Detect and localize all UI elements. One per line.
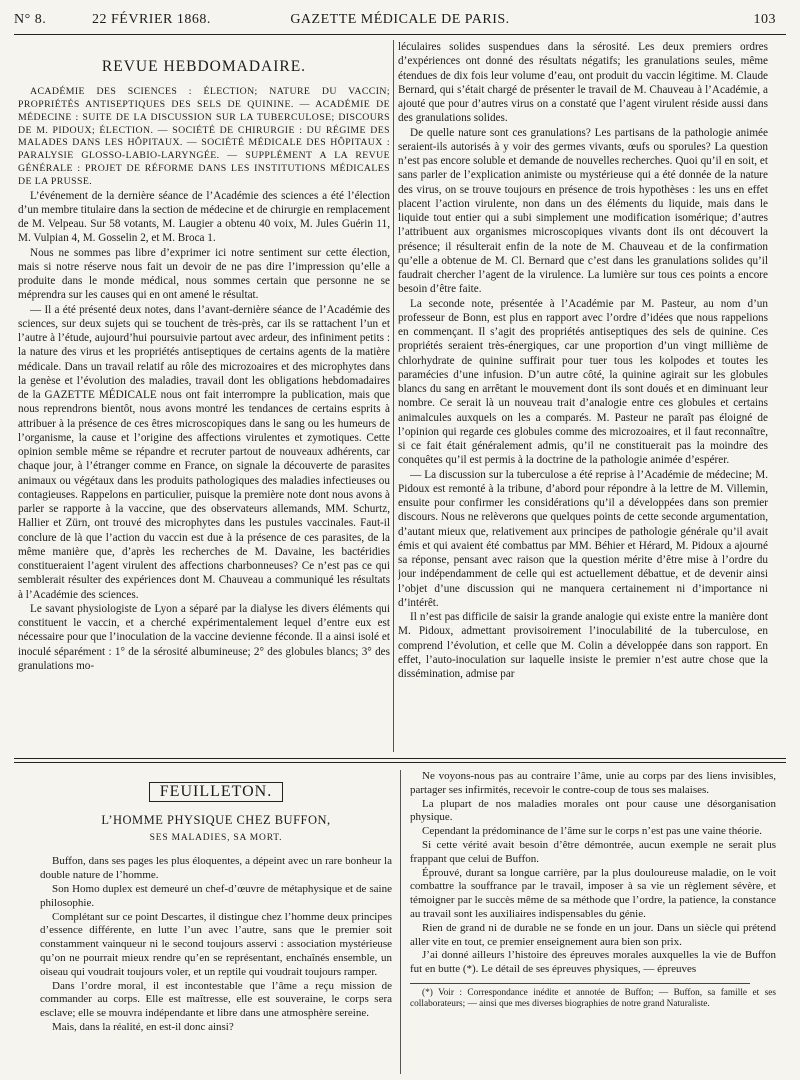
feuilleton-paragraph: Mais, dans la réalité, en est-il donc ainsi? — [52, 1020, 234, 1033]
revue-title: REVUE HEBDOMADAIRE. — [101, 58, 307, 75]
feuilleton-paragraph: Son Homo duplex est demeuré un chef-d’œuvre de métaphysique et de saine philosophie. — [40, 882, 392, 909]
page-number: 103 — [753, 12, 776, 27]
revue-left-column — [18, 58, 390, 752]
article-paragraph: De quelle nature sont ces granulations? Les partisans de la pathologie animée seraient-ils autorisés à y voir des germes vivants, œufs ou sporules? La question n’est pas encore soluble et demande de nouvelles recherches. Quoi qu’il en soit, et sans parler de l’explication animiste ou mystérieuse qui a été donnée de la nature des virus, on se trouve toujours en présence de trois hypothèses : les uns en effet placent l’action virulente, non dans un des éléments du liquide, mais dans le liquide tout entier qui a subi simplement une modification isomérique; d’autres l’attribuent aux organismes microscopiques vivants dont ils ont découvert la présence; il résulterait enfin de la note de M. Chauveau et de la confirmation qu’elle a obtenue de M. Cl. Bernard que c’est dans les granulations solides qu’il faudrait chercher l’agent de la virulence. La lumière sur tous ces points a encore besoin d’être faite. — [398, 126, 768, 296]
feuilleton-heading — [40, 782, 392, 802]
feuilleton-paragraph: Si cette vérité avait besoin d’être démontrée, aucun exemple ne serait plus frappant que celui de Buffon. — [410, 838, 776, 865]
feuilleton-paragraph: J’ai donné ailleurs l’histoire des épreuves morales auxquelles la vie de Buffon fut en butte (*). Le détail de ses épreuves physiques, — épreuves — [410, 949, 776, 976]
feuilleton-label: FEUILLETON. — [149, 782, 283, 802]
column-divider — [393, 40, 394, 752]
feuilleton-paragraph: Ne voyons-nous pas au contraire l’âme, unie au corps par des liens invisibles, partager ses infirmités, recevoir le contre-coup de tous ses malaises. — [410, 770, 776, 796]
article-paragraph: Le savant physiologiste de Lyon a séparé par la dialyse les divers éléments qui constituent le vaccin, et a cherché expérimentalement lequel d’entre eux est nécessaire pour que l’inoculation de la vaccine devienne féconde. Il a ainsi isolé et inoculé séparément : 1° de la sérosité albumineuse; 2° des globules blancs; 3° des granulations mo- — [18, 602, 390, 672]
feuilleton-paragraph: Buffon, dans ses pages les plus éloquentes, a dépeint avec un rare bonheur la double nature de l’homme. — [40, 855, 392, 882]
revue-summary: ACADÉMIE DES SCIENCES : ÉLECTION; NATURE DU VACCIN; PROPRIÉTÉS ANTISEPTIQUES DES SELS DE QUININE. — ACADÉMIE DE MÉDECINE : SUITE DE LA DISCUSSION SUR LA TUBERCULOSE; DISCOURS DE M. PIDOUX; ÉLECTION. — SOCIÉTÉ DE CHIRURGIE : DU RÉGIME DES MALADES DANS LES HÔPITAUX. — SOCIÉTÉ MÉDICALE DES HÔPITAUX : PARALYSIE GLOSSO-LABIO-LARYNGÉE. — SUPPLÉMENT A LA REVUE GÉNÉRALE : PROJET DE RÉFORME DANS LES INSTITUTIONS MÉDICALES DE LA PRUSSE. — [18, 86, 390, 187]
footnote: (*) Voir : Correspondance inédite et annotée de Buffon; — Buffon, sa famille et ses collaborateurs; — ainsi que mes diverses biographies de notre grand Naturaliste. — [410, 987, 776, 1010]
feuilleton-paragraph: Éprouvé, durant sa longue carrière, par la plus douloureuse maladie, on le voit combattre la souffrance par le travail, imposer à sa vie un règlement sévère, et témoigner par le succès même de sa méthode que l’ordre, la patience, la constance au travail sont les auxiliaires indispensables du génie. — [410, 866, 776, 920]
feuilleton-paragraph: Rien de grand ni de durable ne se fonde en un jour. Dans un siècle qui prétend aller vite en tout, ce premier enseignement aura bien son prix. — [410, 921, 776, 948]
article-paragraph: La seconde note, présentée à l’Académie par M. Pasteur, au nom d’un professeur de Bonn, est plus en rapport avec l’ordre d’idées que nous rappelions en commençant. Il s’agit des propriétés antiseptiques des sels de quinine. Ces propriétés seraient très-énergiques, car une proportion d’un vingt millième de chlorhydrate de quinine suffirait pour tuer tous les kolpodes et toutes les paramécies d’une infusion. D’un autre côté, la quinine agirait sur les globules blancs du sang en arrêtant le mouvement dont ils sont doués et en diminuant leur nombre. Ce serait là un nouveau trait d’analogie entre ces globules et certains animalcules auxquels on les a comparés. M. Pasteur ne paraît pas éloigné de l’opinion qui regarde ces globules comme des microzoaires, et il faut reconnaître, si ce fait était généralement admis, qu’il ne constituerait pas la moindre des conquêtes qu’il est permis à la doctrine de la pathologie animée d’espérer. — [398, 297, 768, 467]
issue-date: 22 FÉVRIER 1868. — [92, 12, 211, 27]
story-title: L’HOMME PHYSIQUE CHEZ BUFFON, — [101, 812, 331, 827]
article-paragraph: Il n’est pas difficile de saisir la grande analogie qui existe entre la manière dont M. Pidoux, admettant provisoirement l’inoculabilité de la tuberculose, en comprend l’évolution, et celle que M. Colin a développée dans son rapport. En effet, l’auto-inoculation sur laquelle insiste le premier n’est autre chose que la dissémination, admise par — [398, 611, 768, 680]
feuilleton-right-column — [410, 770, 776, 1074]
article-paragraph: — Il a été présenté deux notes, dans l’avant-dernière séance de l’Académie des sciences, sur deux sujets qui se touchent de très-près, car ils se rattachent l’un et l’autre à l’étude, aujourd’hui poursuivie partout avec ardeur, des infiniment petits : la nature des virus et les propriétés antiseptiques de certains agents de la matière médicale. Dans un travail relatif au rôle des microzoaires et des microphytes dans la genèse et l’évolution des maladies, travail dont les obligations hebdomadaires de la GAZETTE MÉDICALE nous ont fait interrompre la publication, mais que nous reprendrons bientôt, nous avons montré les tendances de certains esprits à attribuer à la présence de ces êtres microscopiques dans le sang ou les humeurs de l’organisme, la cause et l’origine des affections virulentes et zymotiques. Cette opinion semble même se répandre et recruter partout de nouveaux adhérents, car chaque jour, à l’étranger comme en France, on signale la découverte de parasites animaux ou végétaux dans les produits pathologiques des maladies infectieuses ou contagieuses. Rappelons en particulier, puisque la première note dont nous avons à parler se rapporte à la vaccine, que des observateurs allemands, MM. Schurtz, Hallier et Zürn, ont trouvé des microphytes dans les pustules vaccinales. Faut-il conclure de là que l’action du vaccin est due à la présence de ces parasites, de la même manière que, d’après les recherches de M. Davaine, les bactéridies constitueraient l’agent virulent des affections charbonneuses? Ce n’est pas ce qui semblerait résulter des expériences dont M. Chauveau a communiqué les résultats à l’Académie des sciences. — [18, 303, 390, 601]
feuilleton-left-column — [40, 782, 392, 1072]
journal-title: GAZETTE MÉDICALE DE PARIS. — [290, 12, 510, 27]
feuilleton-paragraph: Complétant sur ce point Descartes, il distingue chez l’homme deux principes d’essence différente, en lutte l’un avec l’autre, sans que le premier soit constamment vainqueur ni le second toujours asservi : association mystérieuse qu’on ne pourrait mieux rendre qu’en se représentant, enchaînés ensemble, un oiseau qui voudrait toujours voler, et un reptile qui voudrait toujours ramper. — [40, 910, 392, 978]
footnote-rule — [410, 983, 750, 984]
article-paragraph: léculaires solides suspendues dans la sérosité. Les deux premiers ordres d’expériences ont donné des résultats négatifs; les granulations seules, même étendues de dix fois leur volume d’eau, ont produit du vaccin légitime. M. Claude Bernard, qui s’était chargé de présenter le travail de M. Chauveau à l’Académie, a ajouté que pour d’autres virus on a constaté que l’agent virulent réside aussi dans des granulations solides. — [398, 41, 768, 125]
issue-number: N° 8. — [14, 12, 47, 27]
article-paragraph: — La discussion sur la tuberculose a été reprise à l’Académie de médecine; M. Pidoux est remonté à la tribune, d’abord pour répondre à la lettre de M. Villemin, ensuite pour confirmer les considérations qu’il a développées dans son premier discours. Nous ne relèverons que quelques points de cette seconde argumentation, d’autant mieux que, relativement aux principes de pathologie générale qu’il avait émis et qui avaient été combattus par MM. Béhier et Hérard, M. Pidoux a ajourné sa réponse, pensant avec raison que la question mérite d’être mise à l’ordre du jour indépendamment de celle qui est actuellement débattue, et de devenir ainsi l’objet d’une discussion qui ne manquera certainement ni d’importance ni d’intérêt. — [398, 468, 768, 609]
feuilleton-paragraph: La plupart de nos maladies morales ont pour cause une désorganisation physique. — [410, 797, 776, 824]
article-paragraph: Nous ne sommes pas libre d’exprimer ici notre sentiment sur cette élection, mais si notre réserve nous fait un devoir de ne pas dire l’impression qu’elle a produite dans le monde médical, nous sommes certain que personne ne se méprendra sur les causes qui en ont amené le résultat. — [18, 246, 390, 302]
feuilleton-paragraph: Dans l’ordre moral, il est incontestable que l’âme a reçu mission de commander au corps. Elle est maîtresse, elle est souveraine, le corps sera esclave; elle se mouvra indépendante et libre dans une atmosphère sereine. — [40, 979, 392, 1020]
article-paragraph: L’événement de la dernière séance de l’Académie des sciences a été l’élection d’un membre titulaire dans la section de médecine et de chirurgie en remplacement de M. Velpeau. Sur 58 votants, M. Laugier a obtenu 40 voix, M. Jules Guérin 11, M. Vulpian 4, M. Gosselin 2, et M. Broca 1. — [18, 189, 390, 245]
revue-right-column — [398, 40, 768, 752]
column-divider — [400, 770, 401, 1074]
feuilleton-paragraph: Cependant la prédominance de l’âme sur le corps n’est pas une vaine théorie. — [422, 825, 762, 838]
feuilleton-separator — [14, 758, 786, 763]
running-head — [14, 8, 786, 35]
story-subtitle: SES MALADIES, SA MORT. — [149, 832, 283, 843]
